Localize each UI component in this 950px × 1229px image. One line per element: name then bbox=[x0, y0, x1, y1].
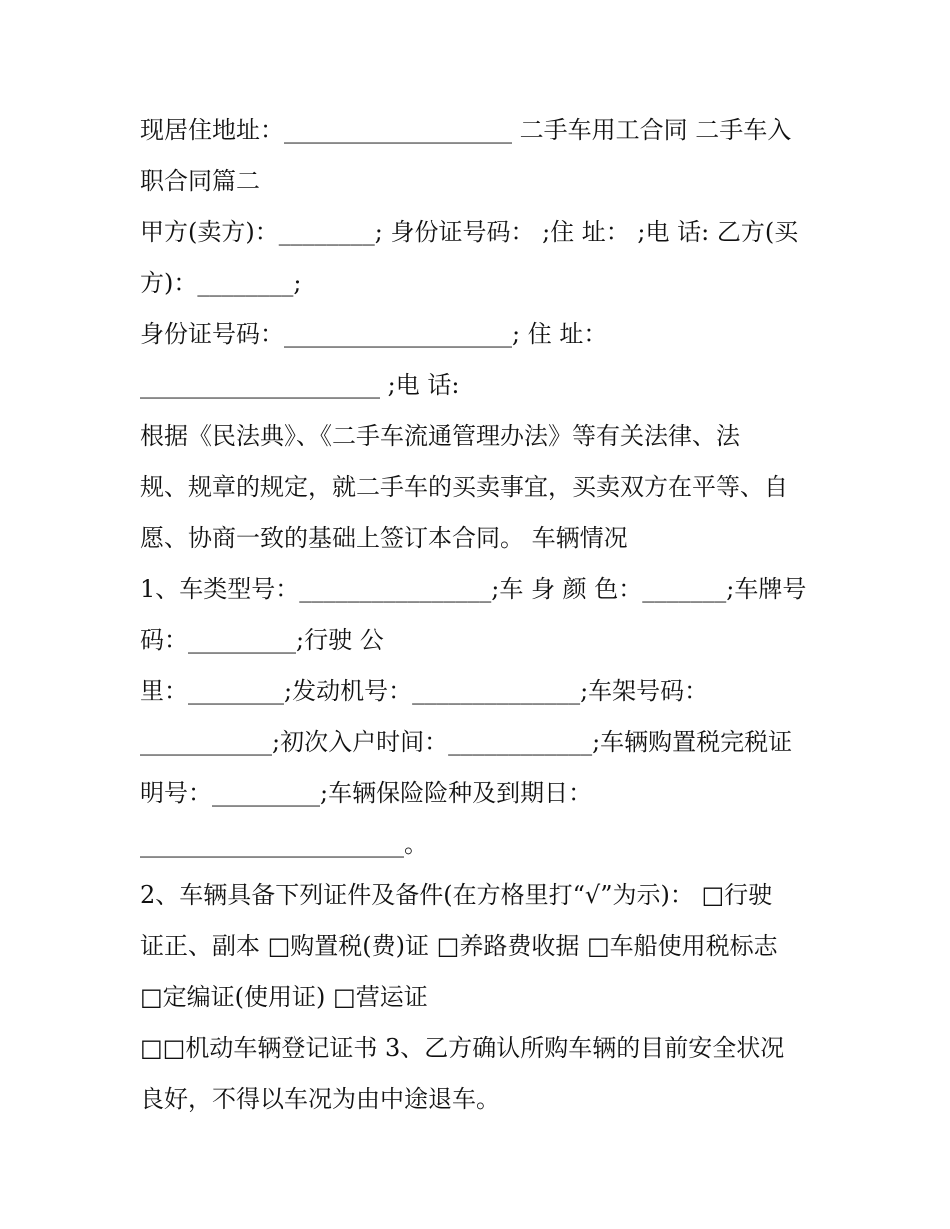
text-line: ____________________ ;电 话: bbox=[140, 371, 460, 399]
text-line: 现居住地址：___________________ 二手车用工合同 二手车入 bbox=[140, 116, 792, 144]
text-line: 证正、副本 □购置税(费)证 □养路费收据 □车船使用税标志 bbox=[140, 932, 778, 960]
text-line: 里：________;发动机号：______________;车架号码： bbox=[140, 677, 709, 705]
text-line: 甲方(卖方)：________; 身份证号码： ;住 址： ;电 话: 乙方(买 bbox=[140, 218, 799, 246]
text-line: □□机动车辆登记证书 3、乙方确认所购车辆的目前安全状况 bbox=[140, 1034, 785, 1062]
text-line: 明号：_________;车辆保险险种及到期日： bbox=[140, 779, 593, 807]
text-line: ___________;初次入户时间：____________;车辆购置税完税证 bbox=[140, 728, 793, 756]
text-line: □定编证(使用证) □营运证 bbox=[140, 983, 428, 1011]
text-line: 规、规章的规定，就二手车的买卖事宜，买卖双方在平等、自 bbox=[140, 473, 788, 501]
text-line: 根据《民法典》、《二手车流通管理办法》等有关法律、法 bbox=[140, 422, 740, 450]
text-line: 良好，不得以车况为由中途退车。 bbox=[140, 1085, 500, 1113]
text-line: 愿、协商一致的基础上签订本合同。 车辆情况 bbox=[140, 524, 628, 552]
text-line: 职合同篇二 bbox=[140, 167, 260, 195]
text-line: 码：_________;行驶 公 bbox=[140, 626, 384, 654]
text-line: 1、车类型号：________________;车 身 颜 色：_______;车牌号 bbox=[140, 575, 807, 603]
text-line: 2、车辆具备下列证件及备件(在方格里打“√”为示)： □行驶 bbox=[140, 881, 773, 909]
text-line: 身份证号码：___________________; 住 址： bbox=[140, 320, 608, 348]
text-line: 方)：________; bbox=[140, 269, 302, 297]
text-line: ______________________。 bbox=[140, 830, 428, 858]
